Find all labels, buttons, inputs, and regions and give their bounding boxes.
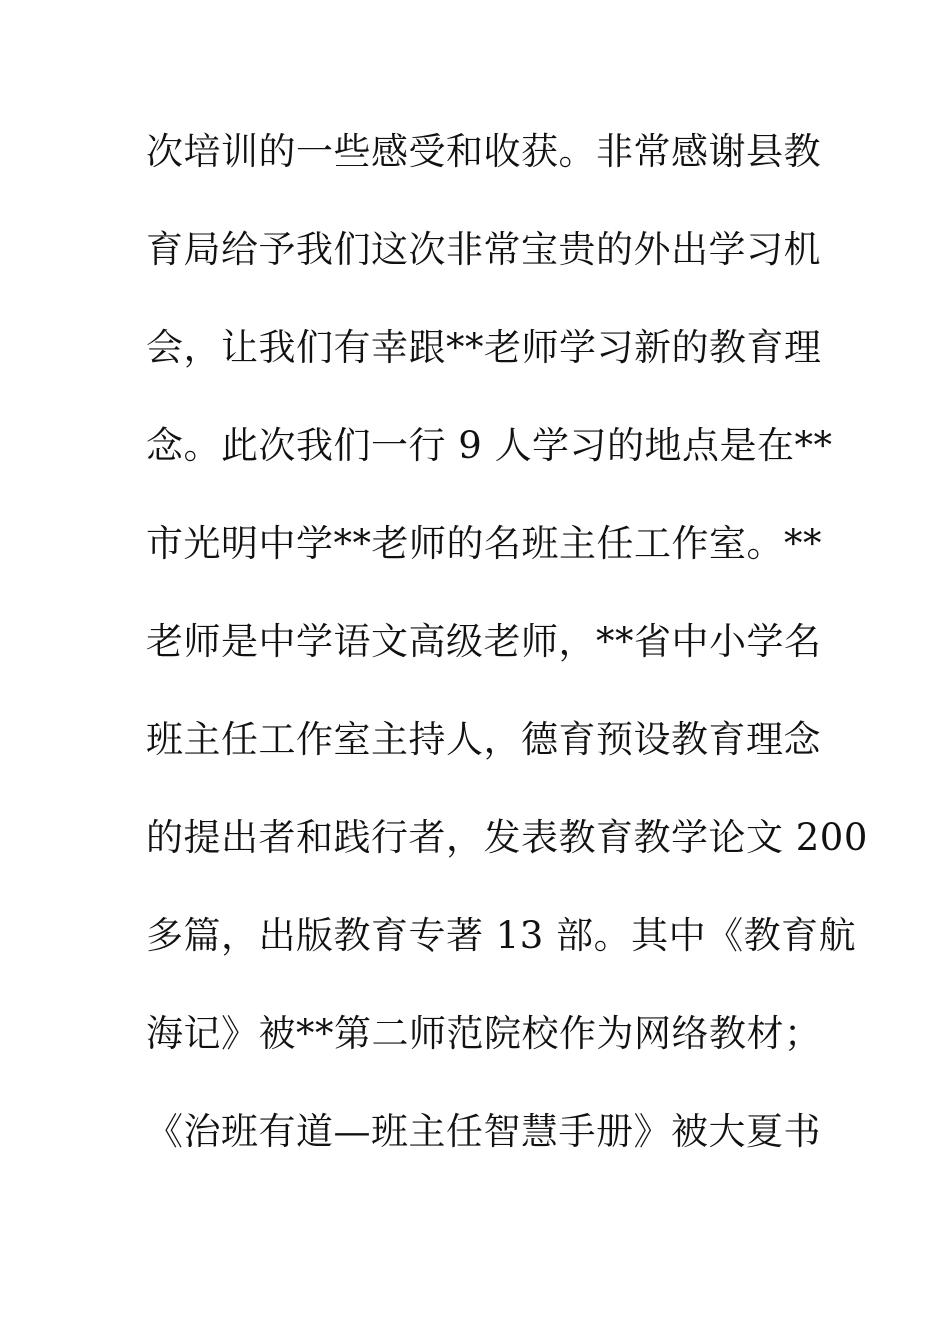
text-line: 育局给予我们这次非常宝贵的外出学习机 [146, 228, 821, 271]
text-line: 多篇，出版教育专著 13 部。其中《教育航 [146, 914, 857, 957]
text-line: 班主任工作室主持人，德育预设教育理念 [146, 718, 821, 761]
text-line: 《治班有道—班主任智慧手册》被大夏书 [146, 1110, 821, 1153]
text-line: 次培训的一些感受和收获。非常感谢县教 [146, 130, 821, 173]
text-line: 会，让我们有幸跟**老师学习新的教育理 [146, 326, 822, 369]
body-text [146, 120, 868, 1198]
text-line: 海记》被**第二师范院校作为网络教材； [146, 1012, 822, 1055]
text-line: 念。此次我们一行 9 人学习的地点是在** [146, 424, 833, 467]
text-line: 的提出者和践行者，发表教育教学论文 200 [146, 816, 868, 859]
text-line: 市光明中学**老师的名班主任工作室。** [146, 522, 822, 565]
text-line: 老师是中学语文高级老师，**省中小学名 [146, 620, 822, 663]
